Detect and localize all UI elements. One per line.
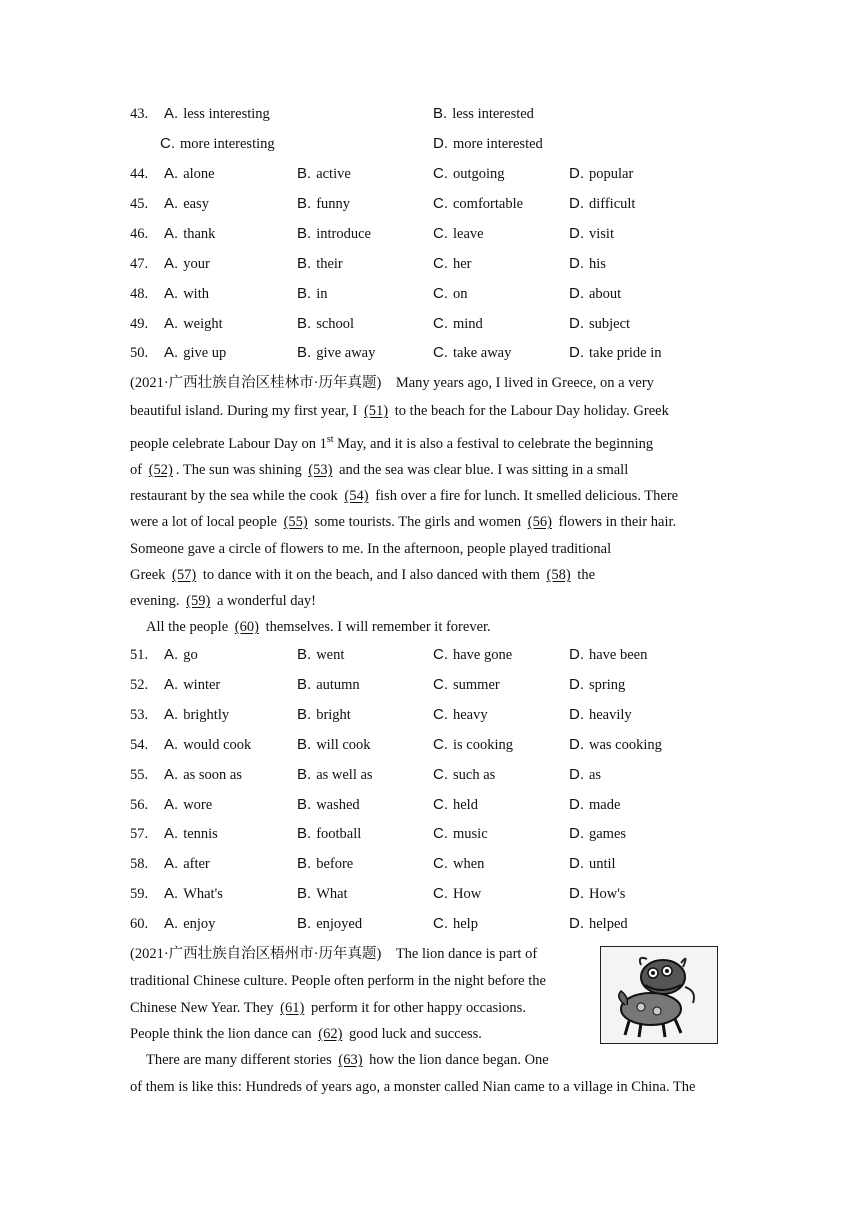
option-b[interactable]: B. funny	[297, 194, 351, 212]
question-number: 48.	[130, 285, 149, 302]
option-a[interactable]: A. give up	[164, 344, 227, 362]
option-b[interactable]: B. bright	[297, 705, 351, 723]
option-d[interactable]: D. heavily	[569, 705, 632, 723]
blank-58[interactable]: (58)	[546, 567, 571, 583]
passage1-line: Someone gave a circle of flowers to me. In the afternoon, people played traditional	[130, 541, 612, 557]
question-number: 55.	[130, 766, 149, 783]
option-d[interactable]: D. visit	[569, 224, 614, 242]
option-a[interactable]: A. tennis	[164, 825, 218, 843]
passage2-line: of them is like this: Hundreds of years ago, a monster called Nian came to a village in China. The	[130, 1079, 696, 1095]
question-number: 52.	[130, 676, 149, 693]
option-c[interactable]: C. outgoing	[433, 165, 505, 182]
option-a[interactable]: A. as soon as	[164, 765, 242, 783]
option-a[interactable]: A. weight	[164, 314, 223, 332]
option-c[interactable]: C. on	[433, 284, 468, 302]
option-d[interactable]: D. until	[569, 855, 616, 873]
source-label: (2021·广西壮族自治区梧州市·历年真题)	[130, 946, 382, 962]
option-a[interactable]: A. after	[164, 855, 210, 873]
question-number: 60.	[130, 916, 149, 933]
passage2-line: Chinese New Year. They (61) perform it for other happy occasions.	[130, 1000, 526, 1016]
passage2-line: traditional Chinese culture. People often perform in the night before the	[130, 973, 546, 989]
option-b[interactable]: B. enjoyed	[297, 915, 363, 933]
blank-57[interactable]: (57)	[172, 567, 197, 583]
option-c[interactable]: C. her	[433, 254, 472, 272]
passage2-line: (2021·广西壮族自治区梧州市·历年真题) The lion dance is part of	[130, 946, 538, 962]
blank-56[interactable]: (56)	[527, 514, 552, 530]
option-d[interactable]: D. difficult	[569, 194, 636, 212]
option-b[interactable]: B. autumn	[297, 675, 360, 693]
option-b[interactable]: B. active	[297, 165, 351, 182]
option-a[interactable]: A. your	[164, 254, 210, 272]
passage1-line: (2021·广西壮族自治区桂林市·历年真题) Many years ago, I lived in Greece, on a very	[130, 375, 654, 391]
option-a[interactable]: A. thank	[164, 224, 216, 242]
option-a[interactable]: A. would cook	[164, 735, 252, 753]
blank-55[interactable]: (55)	[283, 514, 308, 530]
source-label: (2021·广西壮族自治区桂林市·历年真题)	[130, 375, 382, 391]
option-b[interactable]: B. school	[297, 314, 355, 332]
option-c[interactable]: C. comfortable	[433, 194, 524, 212]
blank-63[interactable]: (63)	[338, 1052, 363, 1068]
option-b[interactable]: B. give away	[297, 344, 376, 362]
blank-51[interactable]: (51)	[363, 403, 389, 419]
option-a[interactable]: A. with	[164, 284, 209, 302]
option-c[interactable]: C. have gone	[433, 646, 513, 663]
option-a[interactable]: A. brightly	[164, 705, 230, 723]
option-a[interactable]: A. enjoy	[164, 915, 216, 933]
blank-62[interactable]: (62)	[318, 1026, 343, 1042]
question-number: 57.	[130, 826, 149, 843]
question-number: 46.	[130, 225, 149, 242]
question-number: 59.	[130, 886, 149, 903]
option-d[interactable]: D. made	[569, 795, 621, 813]
question-number: 49.	[130, 315, 149, 332]
question-number: 58.	[130, 856, 149, 873]
blank-59[interactable]: (59)	[186, 593, 211, 609]
question-number: 51.	[130, 647, 149, 663]
option-b[interactable]: B. will cook	[297, 735, 371, 753]
blank-53[interactable]: (53)	[308, 462, 333, 478]
option-b[interactable]: B. washed	[297, 795, 360, 813]
option-d[interactable]: D. as	[569, 765, 602, 783]
blank-54[interactable]: (54)	[344, 488, 369, 504]
blank-52[interactable]: (52)	[148, 462, 173, 478]
passage1-line: were a lot of local people (55) some tourists. The girls and women (56) flowers in their hair.	[130, 514, 677, 530]
option-d[interactable]: D. subject	[569, 314, 631, 332]
option-a[interactable]: A. wore	[164, 795, 213, 813]
question-number: 47.	[130, 255, 149, 272]
option-b[interactable]: B. introduce	[297, 224, 371, 242]
option-a[interactable]: A. go	[164, 646, 198, 663]
option-d[interactable]: D. take pride in	[569, 344, 662, 362]
passage1-line: of (52) . The sun was shining (53) and the sea was clear blue. I was sitting in a small	[130, 462, 629, 478]
option-b[interactable]: B. before	[297, 855, 354, 873]
lion-dance-icon	[601, 947, 716, 1042]
option-b[interactable]: B. went	[297, 646, 345, 663]
option-c[interactable]: C. leave	[433, 224, 484, 242]
option-b[interactable]: B. What	[297, 885, 348, 903]
option-c[interactable]: C. mind	[433, 314, 483, 332]
option-d[interactable]: D. more interested	[433, 135, 543, 152]
question-number: 50.	[130, 345, 149, 362]
passage1-line: evening. (59) a wonderful day!	[130, 593, 316, 609]
question-number: 54.	[130, 736, 149, 753]
option-c[interactable]: C. is cooking	[433, 735, 514, 753]
option-b[interactable]: B. less interested	[433, 105, 534, 122]
option-c[interactable]: C. when	[433, 855, 485, 873]
passage1-line: restaurant by the sea while the cook (54) fish over a fire for lunch. It smelled delicious. There	[130, 488, 679, 504]
option-c[interactable]: C. heavy	[433, 705, 488, 723]
option-b[interactable]: B. in	[297, 284, 328, 302]
option-c[interactable]: C. such as	[433, 765, 496, 783]
option-d[interactable]: D. How's	[569, 885, 626, 903]
option-c[interactable]: C. more interesting	[160, 135, 275, 152]
passage2-line: People think the lion dance can (62) good luck and success.	[130, 1026, 482, 1042]
question-number: 44.	[130, 166, 149, 182]
passage2-line: There are many different stories (63) how the lion dance began. One	[146, 1052, 549, 1068]
option-d[interactable]: D. popular	[569, 165, 634, 182]
option-d[interactable]: D. have been	[569, 646, 648, 663]
passage1-line: Greek (57) to dance with it on the beach, and I also danced with them (58) the	[130, 567, 596, 583]
blank-60[interactable]: (60)	[234, 619, 259, 635]
option-a[interactable]: A. alone	[164, 165, 215, 182]
option-a[interactable]: A. winter	[164, 675, 221, 693]
passage1-line: people celebrate Labour Day on 1st May, and it is also a festival to celebrate the beginning	[130, 434, 654, 452]
question-number: 56.	[130, 796, 149, 813]
option-a[interactable]: A. easy	[164, 194, 209, 212]
passage1-line: All the people (60) themselves. I will remember it forever.	[146, 619, 491, 635]
option-c[interactable]: C. music	[433, 825, 488, 843]
passage1-line: beautiful island. During my first year, I (51) to the beach for the Labour Day holiday. Greek	[130, 403, 669, 419]
option-d[interactable]: D. his	[569, 254, 606, 272]
option-b[interactable]: B. football	[297, 825, 362, 843]
option-d[interactable]: D. helped	[569, 915, 628, 933]
option-d[interactable]: D. about	[569, 284, 622, 302]
lion-dance-image	[600, 946, 718, 1044]
option-d[interactable]: D. was cooking	[569, 735, 662, 753]
question-number: 53.	[130, 706, 149, 723]
option-b[interactable]: B. their	[297, 254, 343, 272]
option-c[interactable]: C. held	[433, 795, 478, 813]
option-a[interactable]: A. less interesting	[164, 105, 270, 122]
option-c[interactable]: C. take away	[433, 344, 512, 362]
option-d[interactable]: D. games	[569, 825, 627, 843]
question-number: 43.	[130, 106, 149, 122]
option-b[interactable]: B. as well as	[297, 765, 373, 783]
option-c[interactable]: C. summer	[433, 675, 500, 693]
blank-61[interactable]: (61)	[280, 1000, 305, 1016]
option-c[interactable]: C. How	[433, 885, 482, 903]
option-a[interactable]: A. What's	[164, 885, 223, 903]
option-d[interactable]: D. spring	[569, 675, 626, 693]
option-c[interactable]: C. help	[433, 915, 478, 933]
question-number: 45.	[130, 195, 149, 212]
